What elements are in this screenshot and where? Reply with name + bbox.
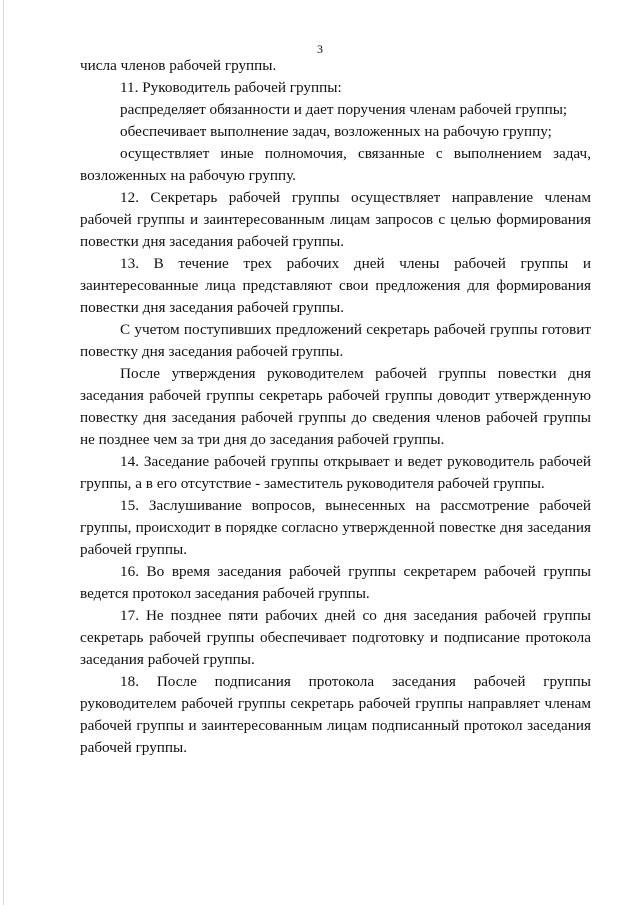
paragraph-16: 16. Во время заседания рабочей группы секретарем рабочей группы ведется протокол заседания рабочей группы. [80,563,591,602]
paragraph-13-agenda-approval: После утверждения руководителем рабочей группы повестки дня заседания рабочей группы секретарь рабочей группы доводит утвержденную повестку дня заседания рабочей группы до сведения членов рабочей группы не позднее чем за три дня до заседания рабочей группы. [80,365,591,448]
document-body [80,55,591,759]
paragraph-15: 15. Заслушивание вопросов, вынесенных на рассмотрение рабочей группы, происходит в порядке согласно утвержденной повестке дня заседания рабочей группы. [80,497,591,558]
paragraph-11-duty-3: осуществляет иные полномочия, связанные с выполнением задач, возложенных на рабочую группу. [80,145,591,184]
scan-edge-line [3,0,4,905]
paragraph-13-agenda-prep: С учетом поступивших предложений секретарь рабочей группы готовит повестку дня заседания рабочей группы. [80,321,591,360]
paragraph-11-duty-1: распределяет обязанности и дает поручения членам рабочей группы; [120,101,568,118]
paragraph-18: 18. После подписания протокола заседания рабочей группы руководителем рабочей группы секретарь рабочей группы направляет членам рабочей группы и заинтересованным лицам подписанный протокол заседания рабочей группы. [80,673,591,756]
paragraph-12: 12. Секретарь рабочей группы осуществляет направление членам рабочей группы и заинтересованным лицам запросов с целью формирования повестки дня заседания рабочей группы. [80,189,591,250]
paragraph-11-duty-2: обеспечивает выполнение задач, возложенных на рабочую группу; [120,123,552,140]
paragraph-continuation: числа членов рабочей группы. [80,57,277,74]
paragraph-14: 14. Заседание рабочей группы открывает и ведет руководитель рабочей группы, а в его отсутствие - заместитель руководителя рабочей группы. [80,453,591,492]
paragraph-13: 13. В течение трех рабочих дней члены рабочей группы и заинтересованные лица представляют свои предложения для формирования повестки дня заседания рабочей группы. [80,255,591,316]
paragraph-17: 17. Не позднее пяти рабочих дней со дня заседания рабочей группы секретарь рабочей группы обеспечивает подготовку и подписание протокола заседания рабочей группы. [80,607,591,668]
page-number: 3 [317,42,323,56]
paragraph-11-heading: 11. Руководитель рабочей группы: [120,79,342,96]
